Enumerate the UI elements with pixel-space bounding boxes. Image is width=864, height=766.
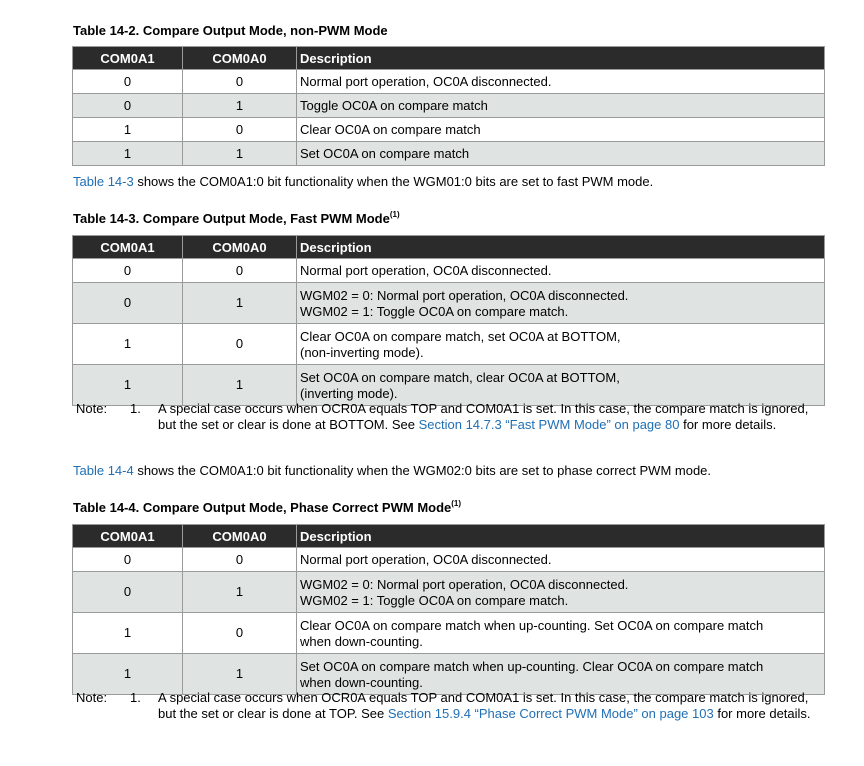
com0a1-cell: 0 xyxy=(73,572,183,613)
table-14-4-caption: Table 14-4. Compare Output Mode, Phase Correct PWM Mode$^{(1)}$ xyxy=(73,499,462,515)
table-row xyxy=(73,572,825,613)
com0a0-cell: 1 xyxy=(183,654,297,695)
table-14-3-note: Note: 1. A special case occurs when OCR0A equals TOP and COM0A1 is set. In this case, the compare match is ignored, but the set or clear is done at BOTTOM. See Section 14.7.3 “Fast PWM Mode” on page 80 for more details. xyxy=(76,401,809,432)
header-com0a0: COM0A0 xyxy=(183,236,297,259)
header-description: Description xyxy=(297,47,825,70)
header-com0a1: COM0A1 xyxy=(73,47,183,70)
footnote-ref: (1) xyxy=(389,210,400,219)
com0a0-cell: 0 xyxy=(183,70,297,94)
com0a0-cell: 1 xyxy=(183,283,297,324)
table-14-3-link[interactable]: Table 14-3 xyxy=(73,174,134,189)
description-cell: WGM02 = 0: Normal port operation, OC0A disconnected. WGM02 = 1: Toggle OC0A on compare match. xyxy=(297,283,825,324)
table-14-4 xyxy=(72,524,825,695)
com0a0-cell: 0 xyxy=(183,548,297,572)
table-row xyxy=(73,324,825,365)
description-cell: Clear OC0A on compare match xyxy=(297,118,825,142)
com0a0-cell: 1 xyxy=(183,142,297,166)
table-row xyxy=(73,283,825,324)
description-cell: Normal port operation, OC0A disconnected. xyxy=(297,70,825,94)
table-row xyxy=(73,142,825,166)
description-cell: Set OC0A on compare match xyxy=(297,142,825,166)
header-com0a0: COM0A0 xyxy=(183,47,297,70)
table-14-2 xyxy=(72,46,825,166)
table-row xyxy=(73,94,825,118)
com0a0-cell: 1 xyxy=(183,94,297,118)
table-14-4-note: Note: 1. A special case occurs when OCR0A equals TOP and COM0A1 is set. In this case, the compare match is ignored, but the set or clear is done at TOP. See Section 15.9.4 “Phase Correct PWM Mode” on page 103 for more details. xyxy=(76,690,811,721)
footnote-ref: (1) xyxy=(451,499,462,508)
header-com0a0: COM0A0 xyxy=(183,525,297,548)
description-cell: Set OC0A on compare match when up-counting. Clear OC0A on compare match when down-counting. xyxy=(297,654,825,695)
table-row xyxy=(73,613,825,654)
description-cell: Set OC0A on compare match, clear OC0A at BOTTOM, (inverting mode). xyxy=(297,365,825,406)
com0a1-cell: 1 xyxy=(73,613,183,654)
com0a0-cell: 0 xyxy=(183,613,297,654)
paragraph-table-14-4-ref: Table 14-4 shows the COM0A1:0 bit functionality when the WGM02:0 bits are set to phase correct PWM mode. xyxy=(73,463,712,478)
header-description: Description xyxy=(297,236,825,259)
com0a1-cell: 1 xyxy=(73,365,183,406)
description-cell: Normal port operation, OC0A disconnected. xyxy=(297,259,825,283)
com0a1-cell: 1 xyxy=(73,654,183,695)
table-row xyxy=(73,118,825,142)
description-cell: Clear OC0A on compare match when up-counting. Set OC0A on compare match when down-counting. xyxy=(297,613,825,654)
paragraph-table-14-3-ref: Table 14-3 shows the COM0A1:0 bit functionality when the WGM01:0 bits are set to fast PWM mode. xyxy=(73,174,654,189)
section-15-9-4-link[interactable]: Section 15.9.4 “Phase Correct PWM Mode” on page 103 xyxy=(387,706,714,721)
table-14-3-caption: Table 14-3. Compare Output Mode, Fast PWM Mode$^{(1)}$ xyxy=(73,210,400,226)
com0a0-cell: 0 xyxy=(183,118,297,142)
section-14-7-3-link[interactable]: Section 14.7.3 “Fast PWM Mode” on page 80 xyxy=(418,417,680,432)
com0a1-cell: 1 xyxy=(73,118,183,142)
header-com0a1: COM0A1 xyxy=(73,236,183,259)
table-14-3 xyxy=(72,235,825,406)
com0a1-cell: 0 xyxy=(73,548,183,572)
description-cell: WGM02 = 0: Normal port operation, OC0A disconnected. WGM02 = 1: Toggle OC0A on compare match. xyxy=(297,572,825,613)
table-row xyxy=(73,70,825,94)
com0a1-cell: 0 xyxy=(73,283,183,324)
com0a0-cell: 0 xyxy=(183,324,297,365)
com0a1-cell: 1 xyxy=(73,324,183,365)
table-row xyxy=(73,365,825,406)
table-row xyxy=(73,548,825,572)
description-cell: Normal port operation, OC0A disconnected. xyxy=(297,548,825,572)
table-14-4-link[interactable]: Table 14-4 xyxy=(73,463,134,478)
com0a1-cell: 0 xyxy=(73,259,183,283)
com0a0-cell: 0 xyxy=(183,259,297,283)
description-cell: Clear OC0A on compare match, set OC0A at BOTTOM, (non-inverting mode). xyxy=(297,324,825,365)
header-description: Description xyxy=(297,525,825,548)
com0a1-cell: 1 xyxy=(73,142,183,166)
table-14-2-caption: Table 14-2. Compare Output Mode, non-PWM Mode xyxy=(73,23,388,38)
com0a0-cell: 1 xyxy=(183,365,297,406)
header-com0a1: COM0A1 xyxy=(73,525,183,548)
table-row xyxy=(73,259,825,283)
table-row xyxy=(73,654,825,695)
com0a1-cell: 0 xyxy=(73,70,183,94)
description-cell: Toggle OC0A on compare match xyxy=(297,94,825,118)
com0a1-cell: 0 xyxy=(73,94,183,118)
com0a0-cell: 1 xyxy=(183,572,297,613)
